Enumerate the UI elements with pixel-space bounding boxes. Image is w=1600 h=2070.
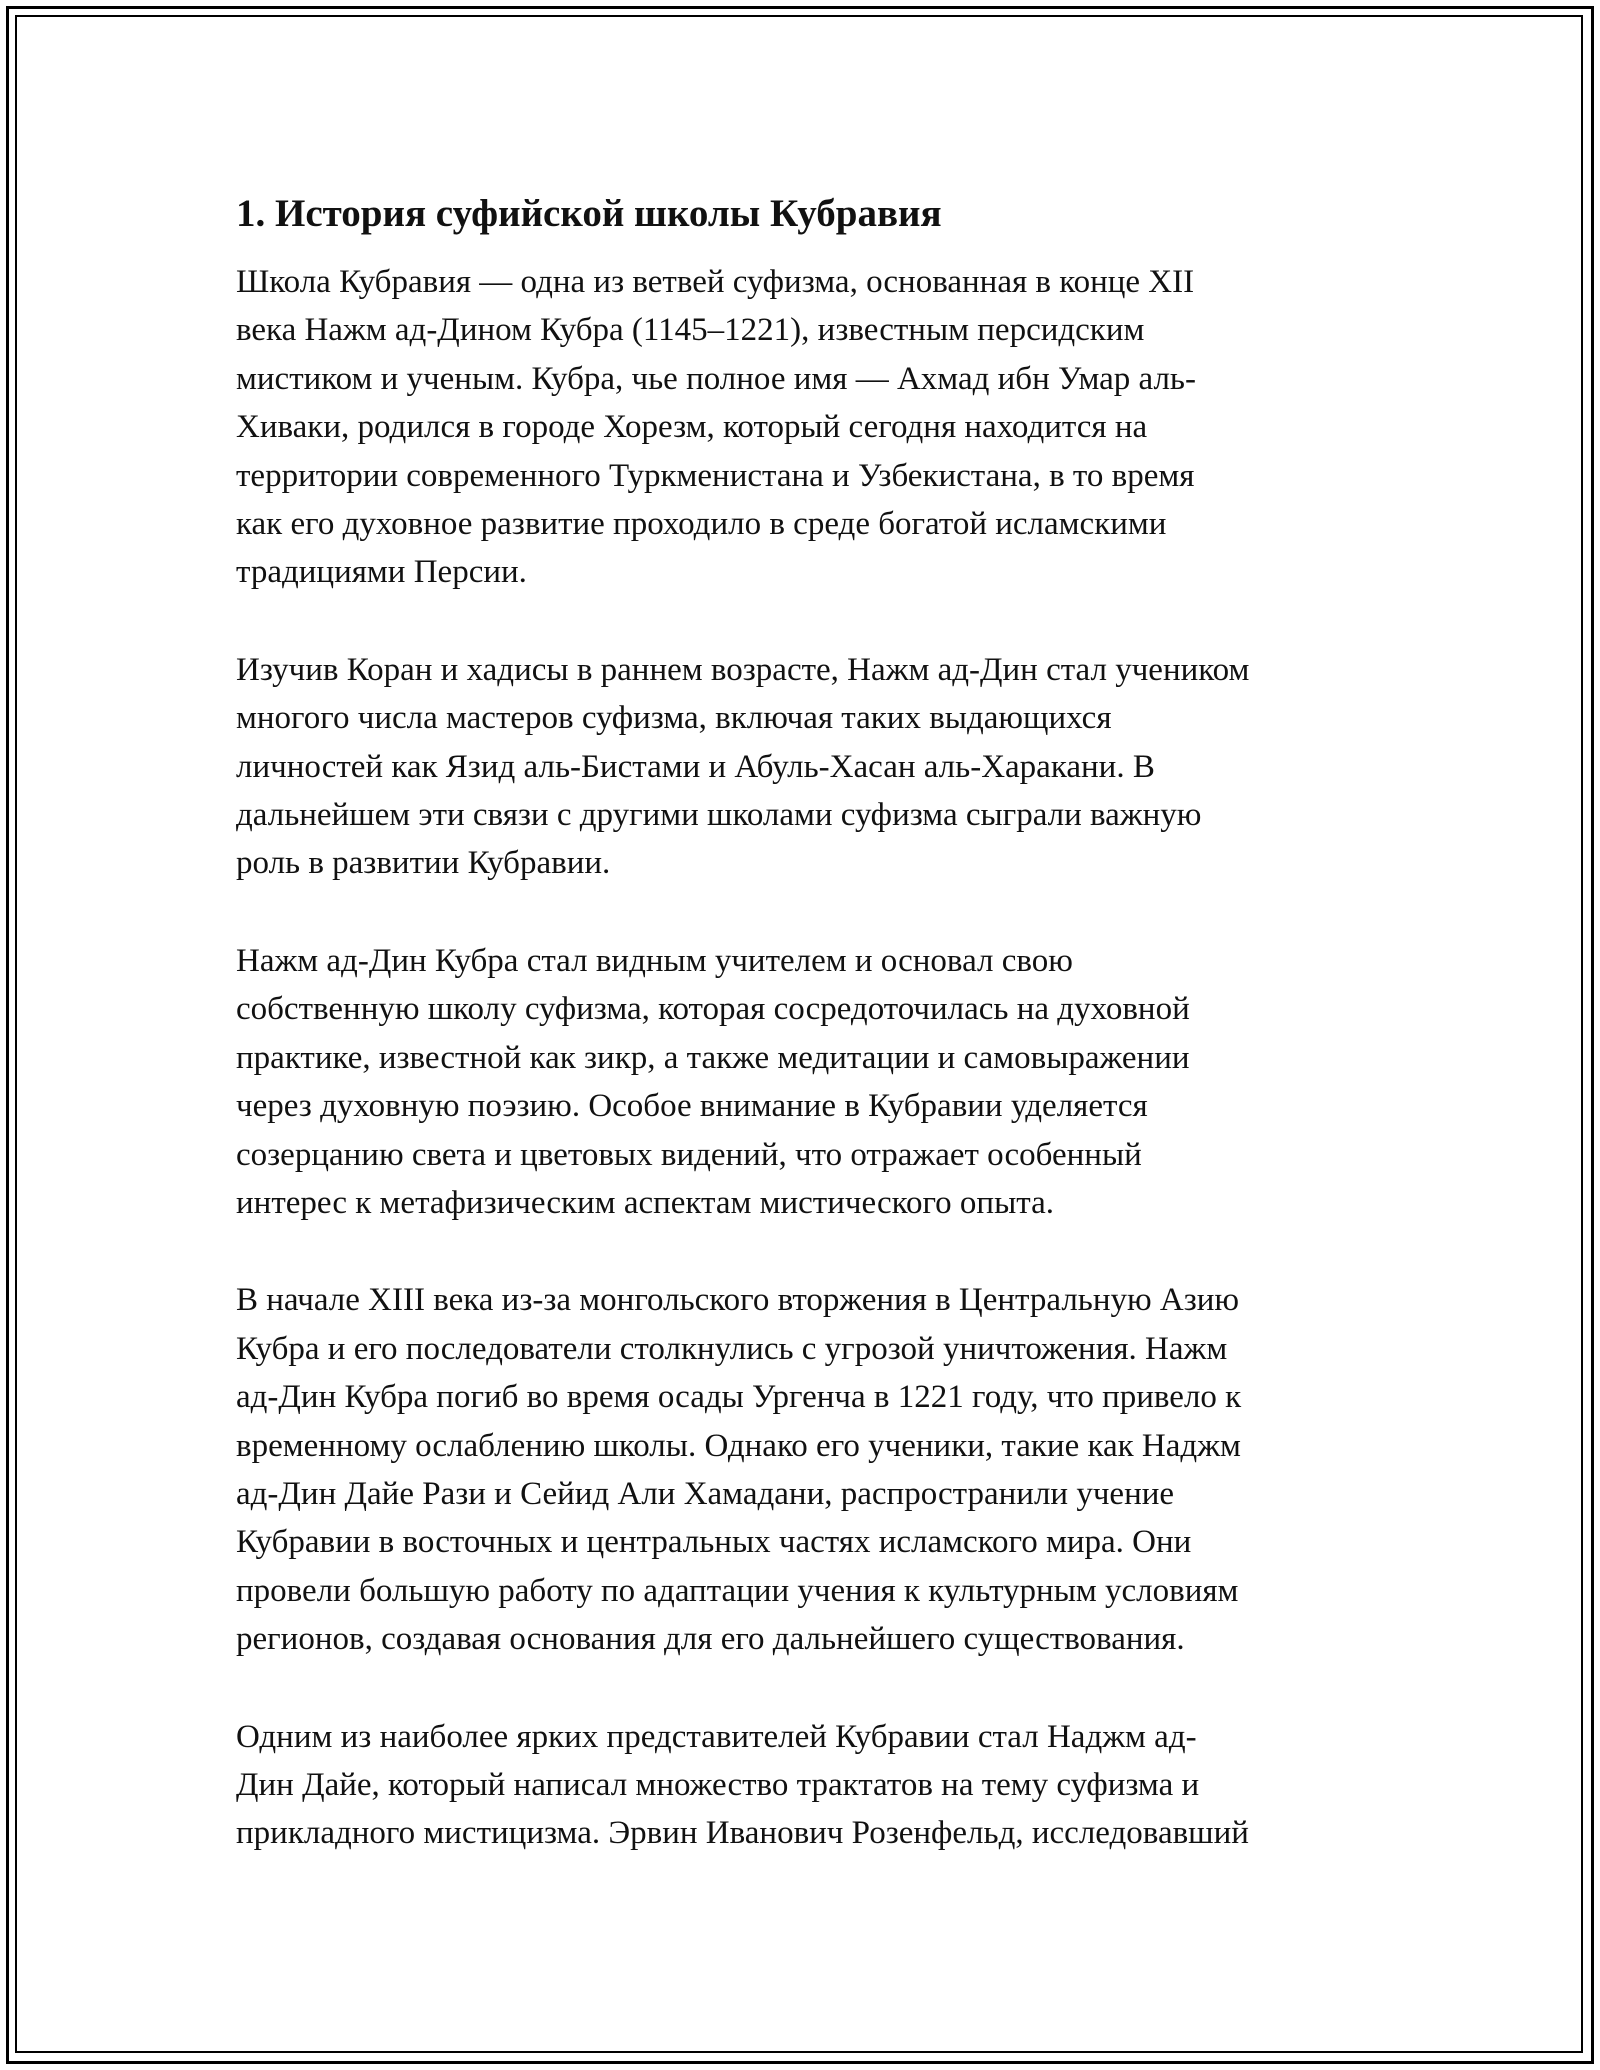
text-line: Дин Дайе, который написал множество трактатов на тему суфизма и	[236, 1766, 1200, 1803]
text-line: века Нажм ад-Дином Кубра (1145–1221), известным персидским	[236, 312, 1145, 349]
text-line: В начале XIII века из-за монгольского вторжения в Центральную Азию	[236, 1282, 1240, 1319]
text-line: регионов, создавая основания для его дальнейшего существования.	[236, 1621, 1185, 1658]
text-line: через духовную поэзию. Особое внимание в Кубравии уделяется	[236, 1088, 1148, 1125]
document-page	[236, 188, 1376, 1907]
paragraph	[236, 937, 1376, 1227]
text-line: традициями Персии.	[236, 554, 527, 591]
text-line: прикладного мистицизма. Эрвин Иванович Розенфельд, исследовавший	[236, 1815, 1249, 1852]
text-line: Кубра и его последователи столкнулись с угрозой уничтожения. Нажм	[236, 1330, 1228, 1367]
text-line: временному ослаблению школы. Однако его ученики, такие как Наджм	[236, 1427, 1241, 1464]
text-line: Нажм ад-Дин Кубра стал видным учителем и основал свою	[236, 942, 1073, 979]
text-line: Изучив Коран и хадисы в раннем возрасте, Нажм ад-Дин стал учеником	[236, 651, 1250, 688]
text-line: территории современного Туркменистана и Узбекистана, в то время	[236, 457, 1195, 494]
text-line: как его духовное развитие проходило в среде богатой исламскими	[236, 506, 1167, 543]
text-line: Хиваки, родился в городе Хорезм, который сегодня находится на	[236, 409, 1148, 446]
text-line: роль в развитии Кубравии.	[236, 845, 611, 882]
text-line: провели большую работу по адаптации учения к культурным условиям	[236, 1572, 1239, 1609]
text-line: интерес к метафизическим аспектам мистического опыта.	[236, 1184, 1054, 1221]
text-line: созерцанию света и цветовых видений, что отражает особенный	[236, 1136, 1142, 1173]
paragraph	[236, 258, 1376, 597]
paragraph	[236, 646, 1376, 888]
text-line: ад-Дин Кубра погиб во время осады Ургенча в 1221 году, что привело к	[236, 1379, 1242, 1416]
text-line: практике, известной как зикр, а также медитации и самовыражении	[236, 1039, 1190, 1076]
text-line: Кубравии в восточных и центральных частях исламского мира. Они	[236, 1524, 1192, 1561]
text-line: личностей как Язид аль-Бистами и Абуль-Хасан аль-Харакани. В	[236, 748, 1155, 785]
text-line: ад-Дин Дайе Рази и Сейид Али Хамадани, распространили учение	[236, 1475, 1175, 1512]
text-line: мистиком и ученым. Кубра, чье полное имя — Ахмад ибн Умар аль-	[236, 360, 1196, 397]
text-line: собственную школу суфизма, которая сосредоточилась на духовной	[236, 991, 1190, 1028]
text-line: дальнейшем эти связи с другими школами суфизма сыграли важную	[236, 797, 1202, 834]
section-heading: 1. История суфийской школы Кубравия	[236, 192, 942, 235]
paragraph	[236, 1713, 1376, 1858]
text-line: Одним из наиболее ярких представителей Кубравии стал Наджм ад-	[236, 1718, 1197, 1755]
text-line: многого числа мастеров суфизма, включая таких выдающихся	[236, 700, 1112, 737]
paragraph	[236, 1276, 1376, 1663]
text-line: Школа Кубравия — одна из ветвей суфизма, основанная в конце XII	[236, 264, 1195, 300]
